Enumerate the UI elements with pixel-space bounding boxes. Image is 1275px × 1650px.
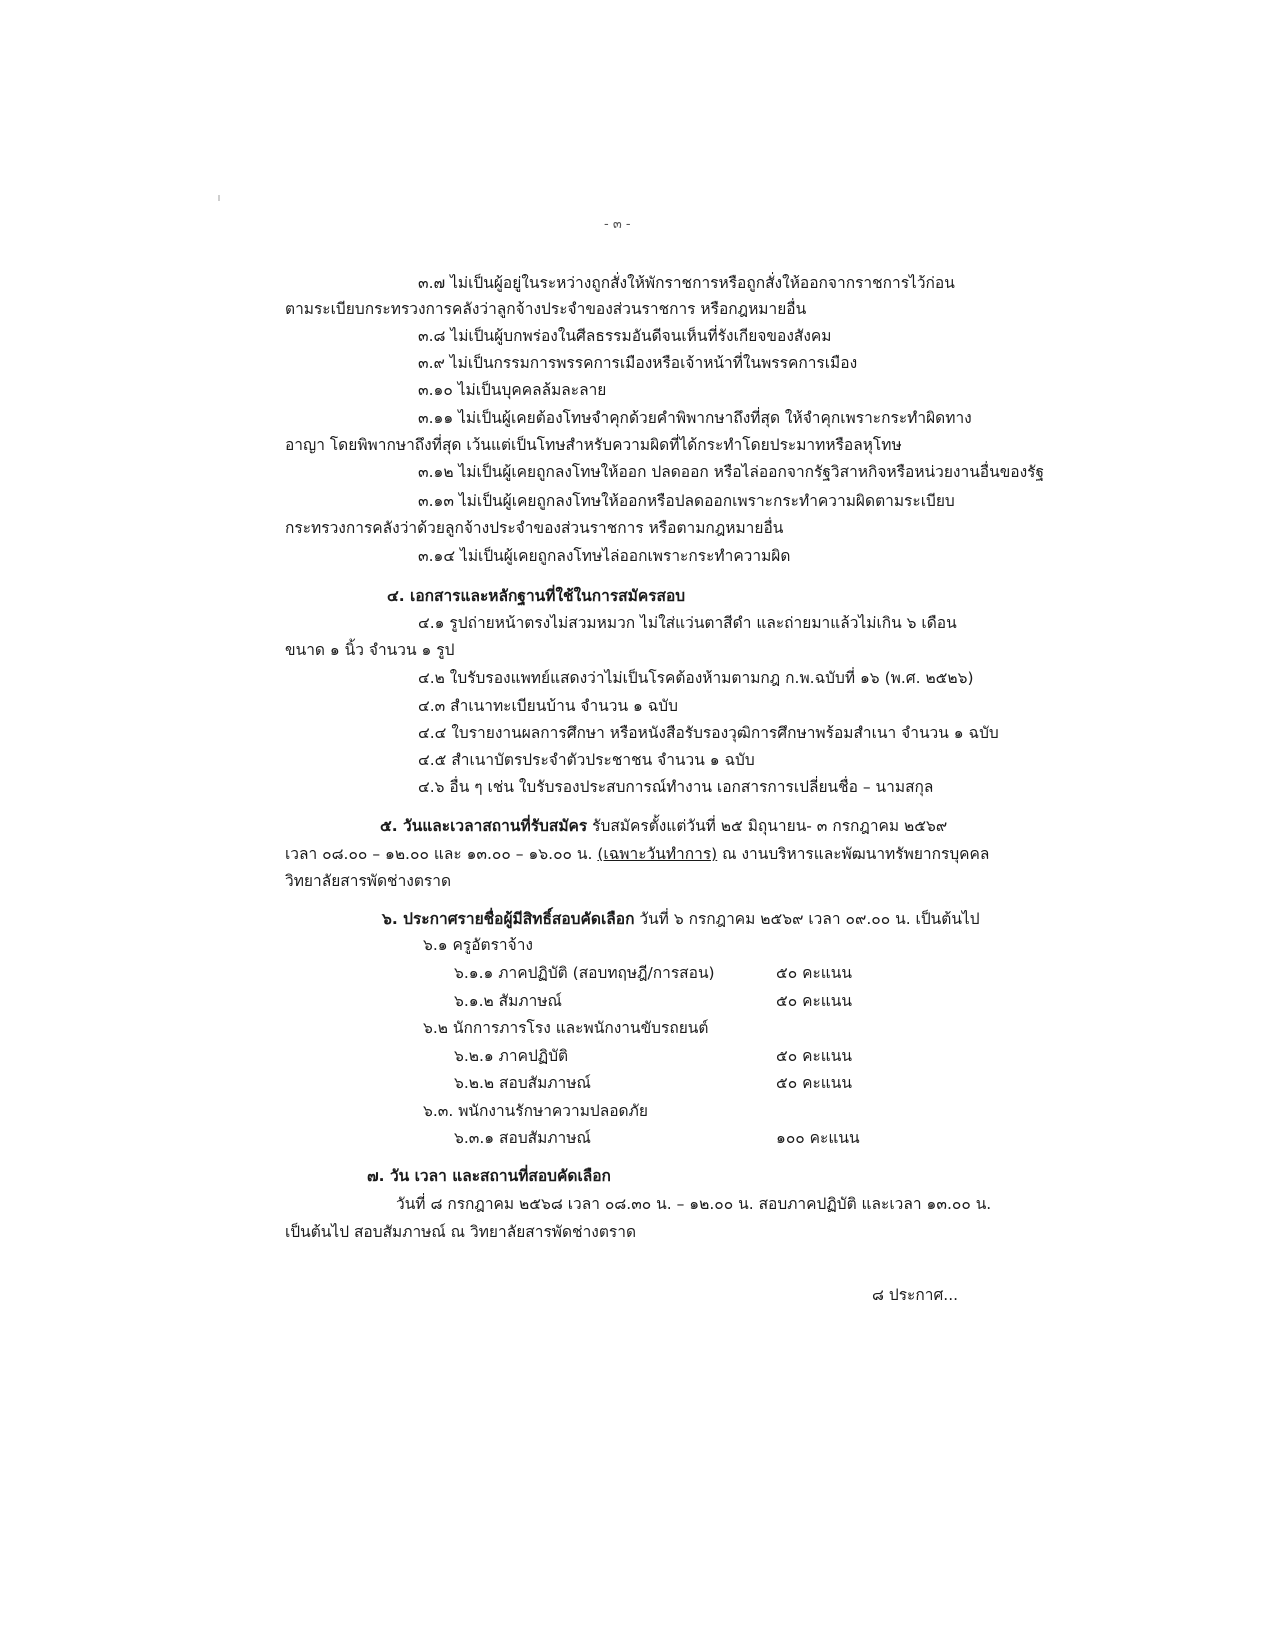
item-3-11-line1: ๓.๑๑ ไม่เป็นผู้เคยต้องโทษจำคุกด้วยคำพิพากษาถึงที่สุด ให้จำคุกเพราะกระทำผิดทาง [418,409,972,427]
item-4-2: ๔.๒ ใบรับรองแพทย์แสดงว่าไม่เป็นโรคต้องห้ามตามกฎ ก.พ.ฉบับที่ ๑๖ (พ.ศ. ๒๕๒๖) [418,669,974,687]
item-3-10: ๓.๑๐ ไม่เป็นบุคคลล้มละลาย [418,381,607,399]
item-3-14: ๓.๑๔ ไม่เป็นผู้เคยถูกลงโทษไล่ออกเพราะกระทำความผิด [418,547,791,565]
item-3-13-line1: ๓.๑๓ ไม่เป็นผู้เคยถูกลงโทษให้ออกหรือปลดออกเพราะกระทำความผิดตามระเบียบ [418,492,955,510]
section-5-heading: ๕. วันและเวลาสถานที่รับสมัคร [380,817,588,835]
group-6-3-title: ๖.๓. พนักงานรักษาความปลอดภัย [423,1102,648,1120]
item-3-9: ๓.๙ ไม่เป็นกรรมการพรรคการเมืองหรือเจ้าหน้าที่ในพรรคการเมือง [418,354,858,372]
group-6-1-title: ๖.๑ ครูอัตราจ้าง [423,936,533,954]
section-5-line2 [285,843,989,865]
item-6-2-1: ๖.๒.๑ ภาคปฏิบัติ [454,1047,569,1065]
group-6-2-title: ๖.๒ นักการภารโรง และพนักงานขับรถยนต์ [423,1019,709,1037]
section-5-line1 [380,815,947,837]
item-6-2-2: ๖.๒.๒ สอบสัมภาษณ์ [454,1074,591,1092]
item-4-1-line1: ๔.๑ รูปถ่ายหน้าตรงไม่สวมหมวก ไม่ใส่แว่นตาสีดำ และถ่ายมาแล้วไม่เกิน ๖ เดือน [418,614,957,632]
section-5-hours: เวลา ๐๘.๐๐ – ๑๒.๐๐ และ ๑๓.๐๐ – ๑๖.๐๐ น. [285,845,598,863]
section-7-heading: ๗. วัน เวลา และสถานที่สอบคัดเลือก [367,1167,611,1185]
item-3-7-line2: ตามระเบียบกระทรวงการคลังว่าลูกจ้างประจำของส่วนราชการ หรือกฎหมายอื่น [285,300,807,318]
section-5-registration-dates: รับสมัครตั้งแต่วันที่ ๒๕ มิถุนายน- ๓ กรกฎาคม ๒๕๖๙ [587,817,948,835]
page-number: - ๓ - [604,217,631,232]
item-3-11-line2: อาญา โดยพิพากษาถึงที่สุด เว้นแต่เป็นโทษสำหรับความผิดที่ได้กระทำโดยประมาทหรือลหุโทษ [285,436,902,454]
item-3-13-line2: กระทรวงการคลังว่าด้วยลูกจ้างประจำของส่วนราชการ หรือตามกฎหมายอื่น [285,519,784,537]
item-4-1-line2: ขนาด ๑ นิ้ว จำนวน ๑ รูป [285,641,455,659]
section-7-line1: วันที่ ๘ กรกฎาคม ๒๕๖๘ เวลา ๐๘.๓๐ น. – ๑๒.๐๐ น. สอบภาคปฏิบัติ และเวลา ๑๓.๐๐ น. [396,1195,992,1213]
section-5-working-days-note: (เฉพาะวันทำการ) [597,845,718,863]
item-6-1-1-score: ๕๐ คะแนน [776,964,852,982]
item-6-1-2-score: ๕๐ คะแนน [776,992,852,1010]
item-4-5: ๔.๕ สำเนาบัตรประจำตัวประชาชน จำนวน ๑ ฉบับ [418,751,755,769]
section-4-heading: ๔. เอกสารและหลักฐานที่ใช้ในการสมัครสอบ [387,587,686,605]
item-6-1-1: ๖.๑.๑ ภาคปฏิบัติ (สอบทฤษฎี/การสอน) [454,964,715,982]
section-5-place: ณ งานบริหารและพัฒนาทรัพยากรบุคคล [717,845,990,863]
item-6-3-1-score: ๑๐๐ คะแนน [776,1129,860,1147]
item-3-12: ๓.๑๒ ไม่เป็นผู้เคยถูกลงโทษให้ออก ปลดออก หรือไล่ออกจากรัฐวิสาหกิจหรือหน่วยงานอื่นของรัฐ [418,463,1045,481]
item-6-2-1-score: ๕๐ คะแนน [776,1047,852,1065]
item-4-4: ๔.๔ ใบรายงานผลการศึกษา หรือหนังสือรับรองวุฒิการศึกษาพร้อมสำเนา จำนวน ๑ ฉบับ [418,724,999,742]
item-4-6: ๔.๖ อื่น ๆ เช่น ใบรับรองประสบการณ์ทำงาน เอกสารการเปลี่ยนชื่อ – นามสกุล [418,778,934,796]
section-6-announcement-date: วันที่ ๖ กรกฎาคม ๒๕๖๙ เวลา ๐๙.๐๐ น. เป็นต้นไป [634,910,980,928]
item-3-7-line1: ๓.๗ ไม่เป็นผู้อยู่ในระหว่างถูกสั่งให้พักราชการหรือถูกสั่งให้ออกจากราชการไว้ก่อน [418,274,955,292]
section-6-heading: ๖. ประกาศรายชื่อผู้มีสิทธิ์สอบคัดเลือก [382,910,635,928]
scan-speck [218,195,220,201]
section-7-line2: เป็นต้นไป สอบสัมภาษณ์ ณ วิทยาลัยสารพัดช่างตราด [285,1223,637,1241]
continuation-marker: ๘ ประกาศ... [872,1286,959,1304]
section-6-heading-line [382,908,980,930]
item-3-8: ๓.๘ ไม่เป็นผู้บกพร่องในศีลธรรมอันดีจนเห็นที่รังเกียจของสังคม [418,327,832,345]
item-6-2-2-score: ๕๐ คะแนน [776,1074,852,1092]
section-5-line3: วิทยาลัยสารพัดช่างตราด [285,872,452,890]
item-6-3-1: ๖.๓.๑ สอบสัมภาษณ์ [454,1129,591,1147]
item-6-1-2: ๖.๑.๒ สัมภาษณ์ [454,992,562,1010]
item-4-3: ๔.๓ สำเนาทะเบียนบ้าน จำนวน ๑ ฉบับ [418,697,678,715]
